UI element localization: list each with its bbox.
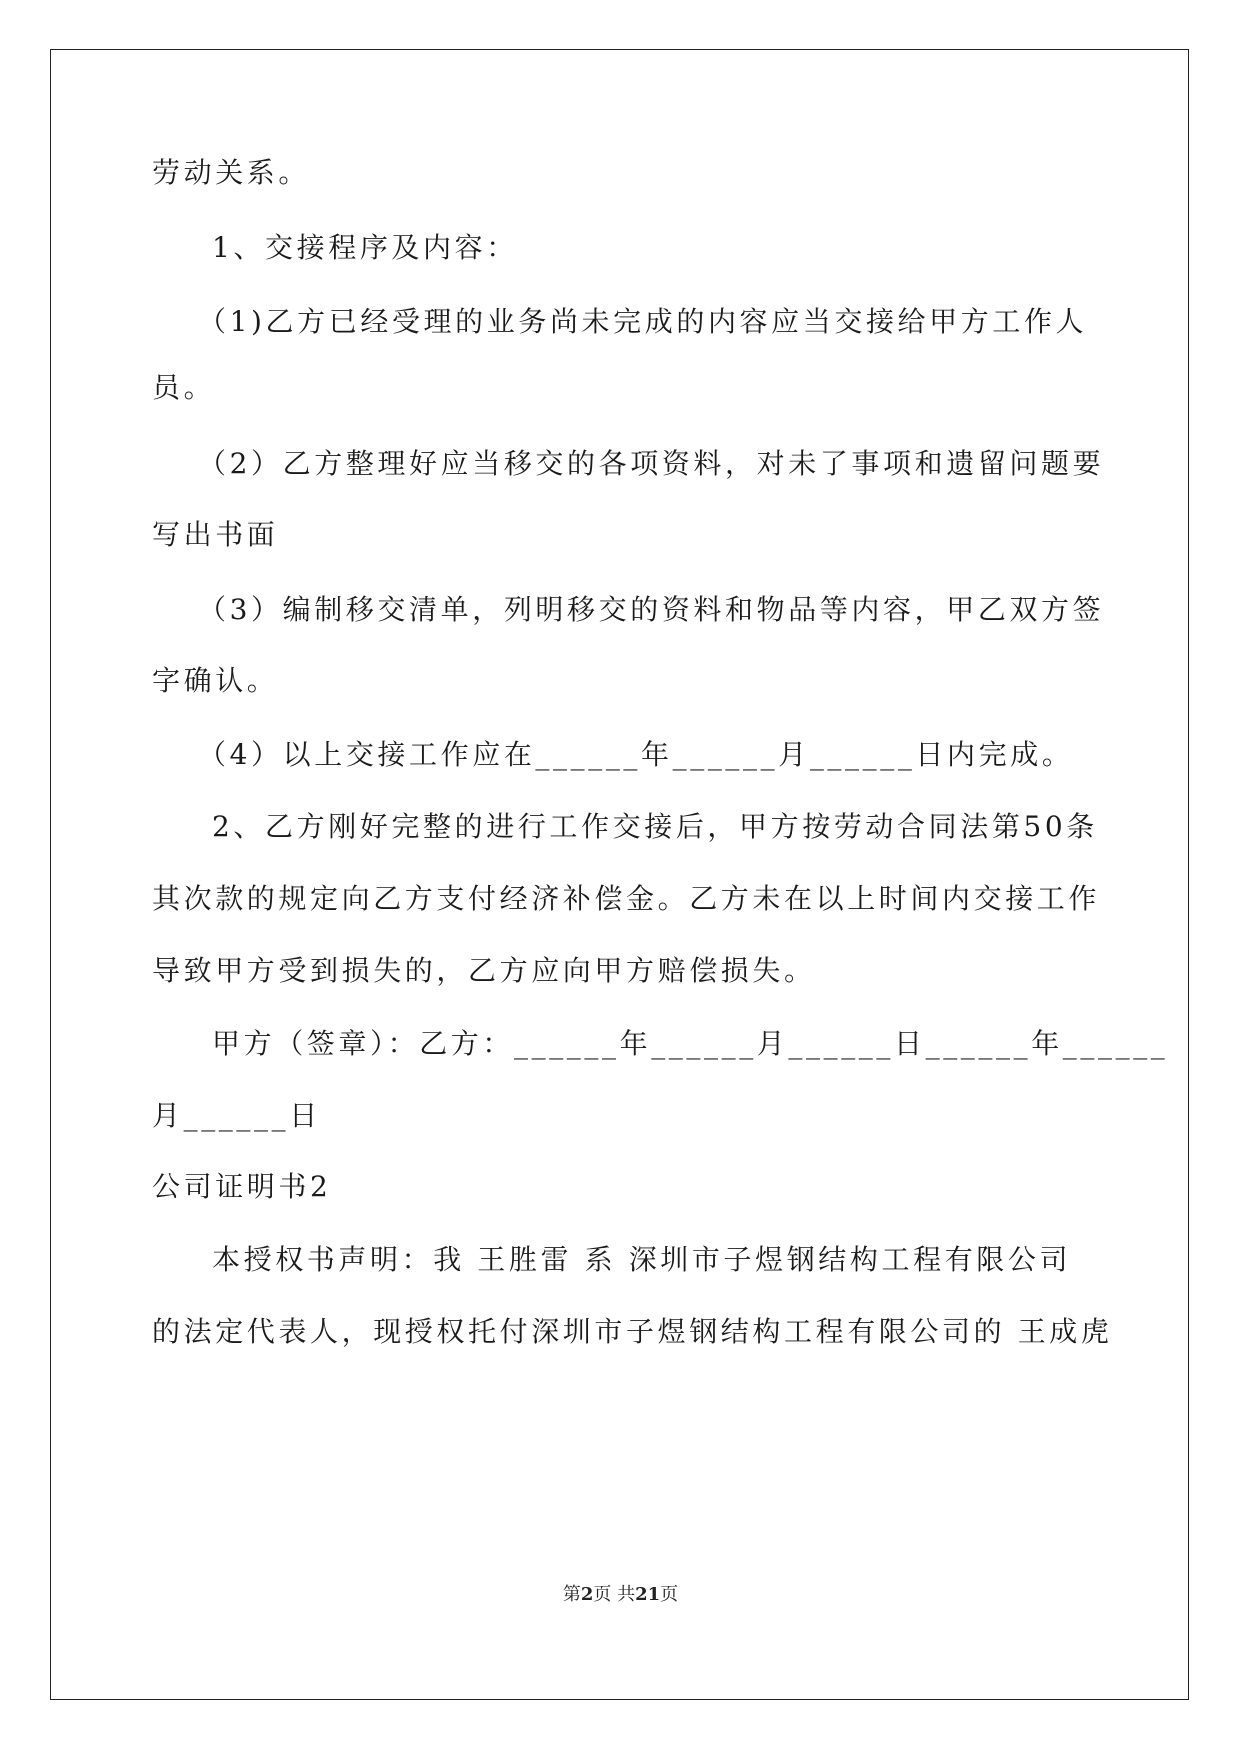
text-line-7: （3）编制移交清单，列明移交的资料和物品等内容，甲乙双方签: [198, 593, 1105, 626]
text-line-2: 1、交接程序及内容：: [212, 231, 518, 264]
text-line-5: （2）乙方整理好应当移交的各项资料，对未了事项和遗留问题要: [198, 447, 1105, 480]
text-line-4: 员。: [152, 371, 216, 404]
text-line-10: 2、乙方刚好完整的进行工作交接后，甲方按劳动合同法第50条: [212, 810, 1098, 843]
text-line-13: 甲方（签章）：乙方：______年______月______日______年______: [212, 1027, 1169, 1060]
page-border: [50, 49, 1189, 1700]
text-line-11: 其次款的规定向乙方支付经济补偿金。乙方未在以上时间内交接工作: [152, 882, 1101, 915]
page-footer: [0, 1580, 1241, 1606]
text-line-16: 的法定代表人，现授权托付深圳市子煜钢结构工程有限公司的 王成虎: [152, 1315, 1113, 1348]
total-page-number: 21: [635, 1584, 661, 1605]
text-line-3: （1)乙方已经受理的业务尚未完成的内容应当交接给甲方工作人: [198, 305, 1088, 338]
text-line-1: 劳动关系。: [152, 156, 311, 189]
text-line-14: 月______日: [152, 1099, 321, 1132]
footer-prefix: 第: [562, 1584, 581, 1605]
footer-suffix: 页: [660, 1584, 679, 1605]
section-heading: 公司证明书2: [152, 1170, 332, 1203]
text-line-8: 字确认。: [152, 664, 279, 697]
text-line-9: （4）以上交接工作应在______年______月______日内完成。: [198, 738, 1074, 771]
current-page-number: 2: [580, 1584, 594, 1605]
footer-mid: 页 共: [593, 1584, 636, 1605]
text-line-6: 写出书面: [152, 518, 279, 551]
text-line-12: 导致甲方受到损失的，乙方应向甲方赔偿损失。: [152, 954, 816, 987]
text-line-15: 本授权书声明：我 王胜雷 系 深圳市子煜钢结构工程有限公司: [212, 1243, 1072, 1276]
